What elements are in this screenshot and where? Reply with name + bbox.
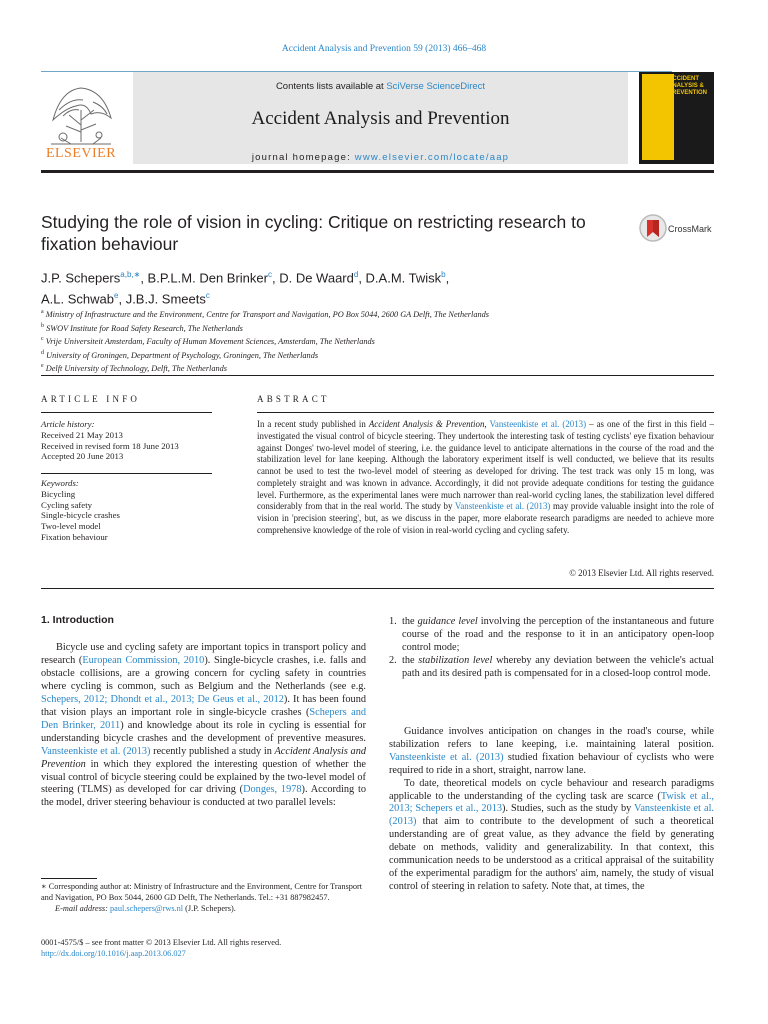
corresponding-author-footnote: [41, 882, 366, 914]
list-term: stabilization level: [418, 654, 493, 666]
keyword: Bicycling: [41, 488, 76, 499]
header-thick-rule: [41, 170, 714, 173]
homepage-line: [133, 152, 628, 163]
abstract-text-run: may provide valuable insight into the role of vision in 'precision steering', but, as we discuss in the paper, more elaborate research paradigms are needed to achieve more comprehensive knowledge of the role of vision in real-world cycling and cycling safety.: [257, 501, 714, 535]
author-name[interactable]: A.L. Schwab: [41, 291, 114, 307]
author-name[interactable]: B.P.L.M. Den Brinker: [147, 270, 268, 286]
article-history: [41, 419, 216, 462]
email-link[interactable]: paul.schepers@rws.nl: [110, 903, 184, 913]
keyword: Single-bicycle crashes: [41, 510, 120, 521]
journal-cover-image: [639, 72, 714, 164]
issn-line: 0001-4575/$ – see front matter © 2013 Elsevier Ltd. All rights reserved.: [41, 938, 282, 947]
homepage-link[interactable]: www.elsevier.com/locate/aap: [354, 152, 510, 163]
list-text-run: the: [402, 654, 419, 666]
body-text-run: ). Single-bicycle crashes, i.e. falls and obstacle collisions, are a growing concern for cycling safety in countries where cycling is common, such as Belgium and the Netherlands (see e.g.: [41, 654, 366, 692]
journal-italic: Accident Analysis and Prevention: [41, 745, 366, 770]
list-number: 1.: [389, 616, 397, 627]
citation-link[interactable]: Vansteenkiste et al. (2013): [454, 501, 551, 512]
body-text-run: recently published a study in: [150, 745, 275, 757]
page-footer: [41, 937, 366, 959]
email-suffix: (J.P. Schepers).: [183, 903, 236, 913]
right-column: [389, 616, 714, 894]
history-item: Accepted 20 June 2013: [41, 451, 124, 462]
right-paragraphs: [389, 726, 714, 894]
list-text-run: involving the perception of the instantaneous and future course of the road and the response to it in an anticipatory open-loop control mode;: [402, 616, 714, 653]
affiliations: [41, 307, 681, 375]
list-item: [389, 655, 714, 681]
author-name[interactable]: D. De Waard: [279, 270, 354, 286]
left-column: [41, 642, 366, 810]
body-text-run: ). Studies, such as the study by: [502, 803, 635, 815]
keywords-rule: [41, 473, 212, 474]
author-list: [41, 266, 681, 309]
abstract-text: [257, 419, 714, 537]
crossmark-badge[interactable]: [638, 213, 718, 247]
body-text-run: To date, theoretical models on cycle behaviour and research paradigms applicable to the understanding of the cycling task are scarce (: [389, 777, 714, 802]
contents-prefix: Contents lists available at: [275, 81, 387, 92]
author-affiliation-mark[interactable]: a,b,∗: [120, 270, 141, 279]
author-affiliation-mark[interactable]: d: [353, 270, 359, 279]
body-paragraph: [389, 778, 714, 895]
list-text-run: whereby any deviation between the vehicle's actual path and its desired path is compensated for in a closed-loop control mode.: [402, 654, 714, 679]
author-separator: ,: [118, 291, 126, 307]
keywords: [41, 478, 216, 543]
affiliation: [41, 361, 681, 375]
affiliation: [41, 334, 681, 348]
affiliation-text: University of Groningen, Department of Psychology, Groningen, The Netherlands: [46, 350, 319, 360]
affiliation-mark: b: [41, 322, 44, 329]
keyword: Fixation behaviour: [41, 531, 108, 542]
author-name[interactable]: D.A.M. Twisk: [365, 270, 442, 286]
author-separator: ,: [445, 270, 450, 286]
citation-link[interactable]: Vansteenkiste et al. (2013): [41, 745, 151, 757]
abstract-journal-italic: Accident Analysis & Prevention: [368, 419, 485, 429]
list-number: 2.: [389, 654, 397, 666]
body-text-run: that aim to contribute to the development of such a theoretical understanding are of great value, as they advance the field by generating debate on methods, validity and generalizability. In that context, this communication needs to be understood as a critical appraisal of the suitability of the experimental paradigm for the authors' aim, namely, the study of visual control of steering in relation to safety. Note that, at times, the: [389, 816, 714, 893]
article-info-rule: [41, 412, 212, 413]
affiliation-mark: c: [41, 336, 44, 343]
section-rule: [41, 375, 714, 376]
citation-link[interactable]: Donges, 1978: [243, 784, 302, 796]
section-heading-introduction: 1. Introduction: [41, 614, 114, 626]
author-separator: ,: [358, 270, 366, 286]
history-item: Received 21 May 2013: [41, 429, 123, 440]
body-paragraph: [389, 726, 714, 778]
body-text-run: ). It has been found that vision plays an important role in single-bicycle crashes (: [41, 693, 366, 718]
history-label: Article history:: [41, 419, 95, 429]
email-label: E-mail address:: [55, 903, 110, 913]
list-term: guidance level: [417, 616, 478, 627]
doi-link[interactable]: http://dx.doi.org/10.1016/j.aap.2013.06.027: [41, 949, 186, 958]
publisher-wordmark: ELSEVIER: [45, 146, 117, 161]
affiliation: [41, 307, 681, 321]
citation-link[interactable]: Vansteenkiste et al. (2013): [389, 803, 715, 828]
body-text-run: Bicycle use and cycling safety are important topics in transport policy and research (: [41, 642, 366, 666]
affiliation-text: Vrije Universiteit Amsterdam, Faculty of Human Movement Sciences, Amsterdam, The Netherlands: [45, 336, 375, 346]
body-text-run: Guidance involves anticipation on changes in the road's course, while stabilization refers to lane keeping, i.e. maintaining lateral position.: [389, 725, 714, 750]
affiliation: [41, 348, 681, 362]
citation-link[interactable]: European Commission, 2010: [82, 654, 205, 666]
abstract-rule: [257, 412, 714, 413]
citation-link[interactable]: Twisk et al., 2013; Schepers et al., 2013: [389, 790, 714, 815]
keyword: Cycling safety: [41, 499, 93, 510]
author-separator: ,: [140, 270, 148, 286]
article-info-heading: ARTICLE INFO: [41, 394, 141, 404]
affiliation-mark: d: [41, 349, 44, 356]
elsevier-logo: [41, 80, 121, 162]
intro-paragraph: [41, 642, 366, 810]
abstract-text-run: In a recent study published in: [257, 419, 369, 429]
footnote-text: ∗ Corresponding author at: Ministry of Infrastructure and the Environment, Centre for Transport and Navigation, PO Box 5044, 2600 GD Delft, The Netherlands. Tel.: +31 887982457.: [41, 882, 363, 902]
sciencedirect-link[interactable]: SciVerse ScienceDirect: [386, 81, 486, 92]
author-separator: ,: [271, 270, 280, 286]
journal-reference-link[interactable]: Accident Analysis and Prevention 59 (2013) 466–468: [281, 44, 487, 54]
journal-name: Accident Analysis and Prevention: [251, 108, 510, 129]
author-affiliation-mark[interactable]: b: [441, 270, 446, 279]
author-affiliation-mark[interactable]: c: [205, 291, 210, 301]
homepage-prefix: journal homepage:: [251, 152, 355, 163]
footnote-rule: [41, 878, 97, 879]
keywords-label: Keywords:: [41, 478, 79, 488]
contents-line: [133, 81, 628, 92]
citation-link[interactable]: Schepers and Den Brinker, 2011: [41, 706, 366, 731]
author-affiliation-mark[interactable]: c: [267, 270, 272, 279]
affiliation-text: Ministry of Infrastructure and the Environment, Centre for Transport and Navigation, PO Box 5044, 2600 GA Delft, The Netherlands: [45, 309, 489, 319]
author-affiliation-mark[interactable]: e: [114, 291, 119, 301]
affiliation-mark: e: [41, 363, 44, 370]
author-name[interactable]: J.P. Schepers: [41, 270, 121, 286]
body-text-run: ) and knowledge about its role in cycling is essential for understanding bicycle crashes and the development of preventive measures.: [41, 719, 366, 744]
abstract-text-run: – as one of the first in this field – investigated the visual control of bicycle steering. They undertook the interesting task of testing cyclists' eye fixation behaviour against Donges' two-level model of steering, i.e. the guidance level to anticipate alternations in the course of the road and the stabilization level for lane keeping. Although the laboratory experiment itself is well conducted, we believe that its results cannot be used to test the two-level model of steering as developed for driving. The test track was only 15 m long, was completely straight and was known in advance. Accordingly, it did not provide adequate conditions for testing the guidance level. Furthermore, as the experimental lanes were much narrower than real-world cycling lanes, the stabilization level differed considerably from that in the real world. The study by: [257, 419, 714, 512]
body-rule: [41, 588, 714, 589]
history-item: Received in revised form 18 June 2013: [41, 440, 179, 451]
affiliation-mark: a: [41, 309, 44, 315]
citation-link[interactable]: Schepers, 2012; Dhondt et al., 2013; De Geus et al., 2012: [41, 693, 284, 705]
cover-title: ACCIDENT ANALYSIS & PREVENTION: [668, 76, 708, 96]
body-text-run: in which they explored the interesting question of whether the visual control of bicycle steering could be explained by the two-level model of steering (TLMS) as developed for car driving (: [41, 758, 366, 796]
body-text-run: studied fixation behaviour of cyclists who were required to ride in a short, straight, narrow lane.: [389, 751, 714, 776]
abstract-heading: ABSTRACT: [257, 394, 330, 404]
affiliation: [41, 321, 681, 335]
affiliation-text: SWOV Institute for Road Safety Research, The Netherlands: [46, 323, 243, 333]
keyword: Two-level model: [41, 521, 101, 532]
abstract-text-run: ,: [484, 419, 490, 429]
copyright: © 2013 Elsevier Ltd. All rights reserved.: [569, 568, 714, 578]
crossmark-label: CrossMark: [668, 224, 712, 234]
body-text-run: ). According to the model, driver steering behaviour is conducted at two parallel levels:: [41, 784, 366, 809]
crossmark-icon: [638, 213, 668, 243]
list-text-run: the: [402, 616, 418, 627]
author-name[interactable]: J.B.J. Smeets: [125, 291, 206, 307]
list-item: [389, 616, 714, 655]
affiliation-text: Delft University of Technology, Delft, The Netherlands: [45, 364, 228, 374]
paper-title: Studying the role of vision in cycling: Critique on restricting research to fixation behaviour: [41, 212, 586, 254]
citation-link[interactable]: Vansteenkiste et al. (2013): [489, 419, 587, 429]
citation-link[interactable]: Vansteenkiste et al. (2013): [389, 751, 504, 763]
